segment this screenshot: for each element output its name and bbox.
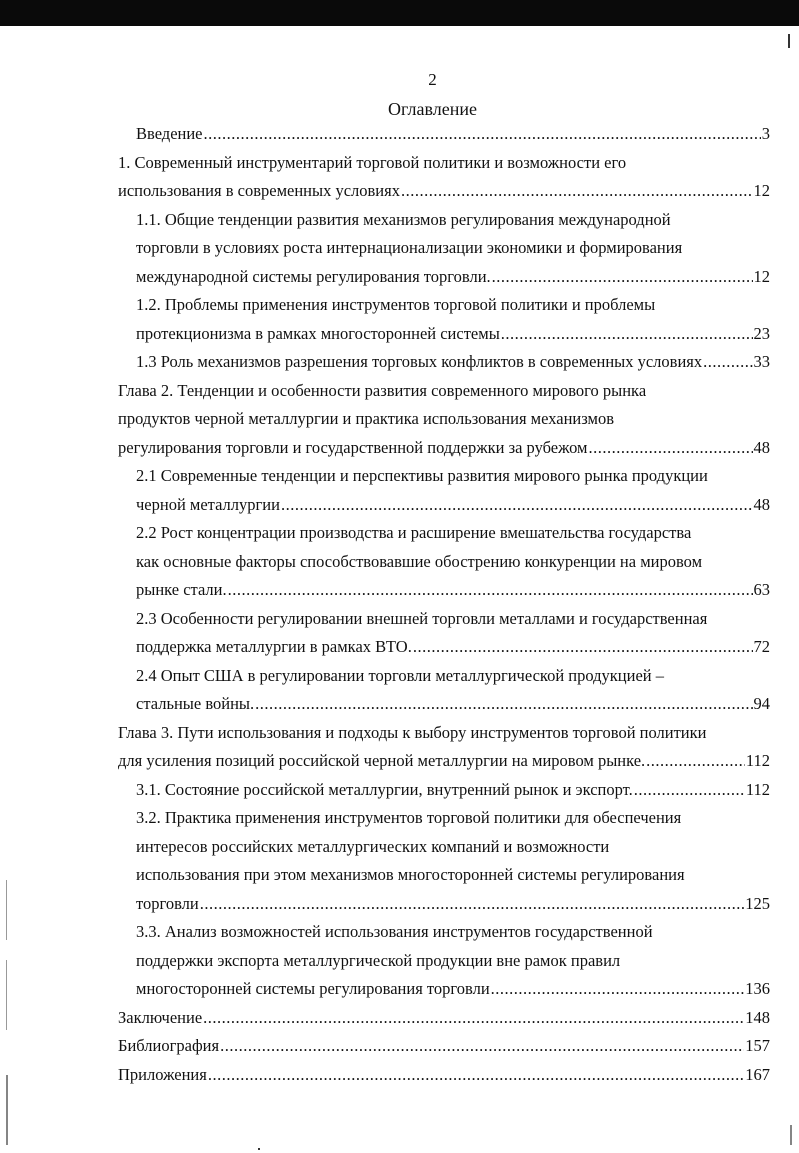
toc-entry-line [136, 576, 770, 605]
toc-entry-line [136, 804, 770, 833]
toc-page-number: 136 [745, 979, 770, 998]
dot-leader [412, 633, 753, 662]
scan-mark [6, 1075, 8, 1145]
scan-top-bar [0, 0, 799, 26]
toc-entry[interactable] [118, 804, 770, 918]
toc-entry-line [136, 776, 770, 805]
toc-page-number: 148 [745, 1007, 770, 1027]
toc-entry-text: черной металлургии [136, 494, 280, 514]
toc-entry[interactable] [118, 605, 770, 662]
dot-leader [280, 491, 753, 520]
dot-leader [645, 747, 745, 776]
toc-entry[interactable] [118, 719, 770, 776]
toc-page-number: 167 [745, 1064, 770, 1084]
dot-leader [400, 177, 753, 206]
toc-entry-line [118, 149, 770, 178]
toc-title: Оглавление [388, 99, 477, 119]
toc-entry-text: Глава 2. Тенденции и особенности развития современного мирового рынка [118, 380, 647, 400]
toc-entry[interactable] [118, 1061, 770, 1090]
toc-entry[interactable] [118, 462, 770, 519]
toc-entry-line [136, 348, 770, 377]
toc-entry-text: поддержка металлургии в рамках ВТО. [136, 637, 412, 656]
toc-entry-text: 2.2 Рост концентрации производства и расширение вмешательства государства [136, 523, 692, 542]
page-number: 2 [428, 70, 437, 89]
toc-entry-text: использования при этом механизмов многосторонней системы регулирования [136, 865, 685, 884]
toc-entry[interactable] [118, 776, 770, 805]
dot-leader [633, 776, 745, 805]
toc-entry[interactable] [118, 662, 770, 719]
toc-entry-text: многосторонней системы регулирования торговли [136, 979, 490, 998]
toc-entry-text: регулирования торговли и государственной поддержки за рубежом [118, 437, 588, 457]
toc-entry-line [118, 1032, 770, 1061]
toc-entry[interactable] [118, 519, 770, 605]
toc-entry-text: интересов российских металлургических компаний и возможности [136, 836, 610, 856]
toc-page-number: 63 [753, 580, 770, 599]
toc-page-number: 12 [753, 266, 770, 286]
toc-entry-line [118, 1061, 770, 1090]
toc-entry[interactable] [118, 377, 770, 463]
toc-page-number: 48 [753, 494, 770, 514]
toc-entry-line [136, 690, 770, 719]
toc-entry-line [136, 548, 770, 577]
toc-entry-text: 1. Современный инструментарий торговой политики и возможности его [118, 152, 627, 172]
toc-entry[interactable] [118, 149, 770, 206]
scan-mark [6, 960, 7, 1030]
toc-entry-line [118, 719, 770, 748]
toc-entry-text: 3.3. Анализ возможностей использования инструментов государственной [136, 922, 653, 941]
dot-leader [254, 690, 752, 719]
dot-leader [587, 434, 752, 463]
toc-page-number: 72 [753, 637, 770, 656]
scan-mark [790, 1125, 792, 1145]
toc-entry-line [136, 320, 770, 349]
toc-entry-line [136, 519, 770, 548]
toc-entry-text: Введение [136, 124, 203, 143]
table-of-contents [118, 120, 770, 1089]
toc-entry-line [136, 947, 770, 976]
dot-leader [202, 1004, 744, 1033]
toc-entry[interactable] [118, 918, 770, 1004]
toc-entry-text: продуктов черной металлургии и практика использования механизмов [118, 409, 614, 428]
toc-entry-text: 2.4 Опыт США в регулировании торговли металлургической продукцией – [136, 665, 664, 685]
toc-page-number: 23 [753, 323, 770, 343]
toc-entry-line [136, 491, 770, 520]
toc-entry-text: как основные факторы способствовавшие обострению конкуренции на мировом [136, 551, 703, 571]
toc-entry-line [136, 291, 770, 320]
scan-mark [788, 34, 790, 48]
toc-page-number: 112 [745, 751, 770, 770]
toc-entry-line [118, 1004, 770, 1033]
dot-leader [219, 1032, 744, 1061]
toc-entry-text: Библиография [118, 1036, 220, 1055]
toc-entry[interactable] [118, 291, 770, 348]
toc-page-number: 157 [745, 1036, 770, 1055]
toc-entry[interactable] [118, 348, 770, 377]
dot-leader [227, 576, 753, 605]
toc-entry-line [136, 206, 770, 235]
toc-entry-line [136, 633, 770, 662]
dot-leader [203, 120, 761, 149]
dot-leader [702, 348, 752, 377]
toc-entry-line [136, 234, 770, 263]
dot-leader [491, 263, 753, 292]
toc-entry-line [136, 861, 770, 890]
toc-page-number: 3 [761, 124, 770, 143]
toc-entry-text: торговли в условиях роста интернационализации экономики и формирования [136, 238, 683, 257]
toc-entry[interactable] [118, 1004, 770, 1033]
toc-entry-line [136, 605, 770, 634]
toc-entry-text: для усиления позиций российской черной металлургии на мировом рынке. [118, 751, 646, 770]
dot-leader [490, 975, 745, 1004]
toc-entry-line [118, 177, 770, 206]
toc-page-number: 12 [753, 181, 770, 200]
scan-mark [258, 1148, 260, 1150]
toc-entry-line [118, 377, 770, 406]
toc-entry-text: 2.3 Особенности регулировании внешней торговли металлами и государственная [136, 608, 708, 628]
toc-entry-line [136, 833, 770, 862]
toc-entry[interactable] [118, 206, 770, 292]
toc-entry-text: поддержки экспорта металлургической продукции вне рамок правил [136, 950, 621, 970]
toc-entry-line [118, 747, 770, 776]
toc-entry[interactable] [118, 1032, 770, 1061]
toc-entry-line [118, 405, 770, 434]
toc-entry-text: 2.1 Современные тенденции и перспективы развития мирового рынка продукции [136, 466, 708, 485]
toc-entry-text: 1.1. Общие тенденции развития механизмов регулирования международной [136, 209, 671, 229]
toc-entry-text: рынке стали. [136, 580, 227, 599]
toc-page-number: 48 [753, 437, 770, 457]
toc-entry-line [136, 662, 770, 691]
toc-entry-text: 3.1. Состояние российской металлургии, внутренний рынок и экспорт. [136, 779, 633, 799]
toc-page-number: 33 [753, 352, 770, 371]
toc-entry-text: использования в современных условиях [118, 181, 400, 200]
toc-entry-line [136, 263, 770, 292]
toc-entry-text: 1.3 Роль механизмов разрешения торговых конфликтов в современных условиях [136, 352, 703, 371]
scan-mark [6, 880, 7, 940]
toc-entry-line [118, 434, 770, 463]
toc-entry-text: Приложения [118, 1064, 207, 1084]
toc-entry-text: протекционизма в рамках многосторонней системы [136, 323, 500, 343]
dot-leader [207, 1061, 744, 1090]
toc-page-number: 112 [745, 779, 770, 799]
toc-entry-text: 3.2. Практика применения инструментов торговой политики для обеспечения [136, 808, 682, 827]
toc-entry-line [136, 890, 770, 919]
toc-entry-line [136, 120, 770, 149]
toc-entry-line [136, 975, 770, 1004]
toc-entry-text: 1.2. Проблемы применения инструментов торговой политики и проблемы [136, 295, 656, 314]
toc-entry-line [136, 918, 770, 947]
toc-entry[interactable] [118, 120, 770, 149]
toc-page-number: 125 [745, 893, 770, 913]
dot-leader [500, 320, 753, 349]
dot-leader [199, 890, 745, 919]
toc-entry-text: Заключение [118, 1007, 203, 1027]
toc-entry-text: Глава 3. Пути использования и подходы к выбору инструментов торговой политики [118, 722, 707, 742]
toc-entry-text: международной системы регулирования торговли. [136, 266, 491, 286]
toc-entry-line [136, 462, 770, 491]
toc-entry-text: стальные войны. [136, 694, 255, 713]
toc-page-number: 94 [753, 694, 770, 713]
toc-entry-text: торговли [136, 893, 199, 913]
